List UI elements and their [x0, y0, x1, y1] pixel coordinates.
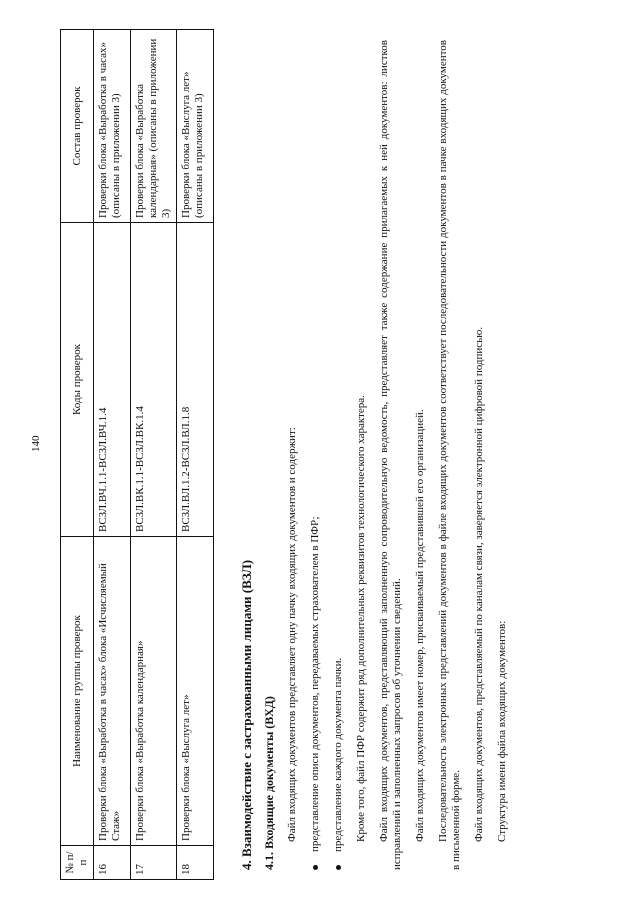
row-number: 17 — [131, 846, 177, 880]
row-group-name: Проверки блока «Выработка календарная» — [131, 537, 177, 846]
section-heading: 4. Взаимодействие с застрахованными лицами (ВЗЛ) — [239, 559, 254, 870]
header-group-name: Наименование группы проверок — [61, 537, 94, 846]
row-check-composition: Проверки блока «Выработка календарная» (описаны в приложении 3) — [131, 30, 177, 223]
checks-table — [60, 29, 214, 880]
table-header-row — [61, 30, 94, 880]
bullet-icon — [336, 865, 341, 870]
row-check-codes: ВСЗЛ.ВЧ.1.1-ВСЗЛ.ВЧ.1.4 — [94, 223, 131, 537]
bullet-list — [309, 40, 345, 870]
row-number: 16 — [94, 846, 131, 880]
row-check-codes: ВСЗЛ.ВК.1.1-ВСЗЛ.ВК.1.4 — [131, 223, 177, 537]
paragraph-file-number: Файл входящих документов имеет номер, присваиваемый представившей его организацией. — [414, 409, 426, 842]
body-text — [240, 40, 519, 870]
list-item — [309, 40, 322, 870]
list-item-text: представление каждого документа пачки. — [332, 657, 344, 852]
rotated-page-content — [30, 0, 640, 880]
subsection-heading: 4.1. Входящие документы (ВХД) — [262, 696, 276, 870]
bullet-icon — [313, 865, 318, 870]
paragraph-filename-structure: Структура имени файла входящих документов: — [496, 620, 508, 842]
row-check-composition: Проверки блока «Выработка в часах» (описаны в приложении 3) — [94, 30, 131, 223]
paragraph-statement: Файл входящих документов, представляющий заполненную сопроводительную ведомость, представляет также содержание прилагаемых к ней документов: листков исправлений и заполненных запросов об уточнении сведений. — [378, 40, 403, 870]
header-check-composition: Состав проверок — [61, 30, 94, 223]
row-number: 18 — [177, 846, 214, 880]
page-number: 140 — [30, 435, 42, 452]
list-item — [332, 40, 345, 870]
table-row — [177, 30, 214, 880]
table-row — [131, 30, 177, 880]
row-check-composition: Проверки блока «Выслуга лет» (описаны в приложении 3) — [177, 30, 214, 223]
paragraph-signature: Файл входящих документов, представляемый по каналам связи, заверяется электронной цифровой подписью. — [473, 326, 485, 842]
paragraph-extra-requisites: Кроме того, файл ПФР содержит ряд дополнительных реквизитов технологического характера. — [355, 395, 367, 842]
row-group-name: Проверки блока «Выработка в часах» блока «Исчисляемый Стаж» — [94, 537, 131, 846]
header-number: № п/п — [61, 846, 94, 880]
row-group-name: Проверки блока «Выслуга лет» — [177, 537, 214, 846]
row-check-codes: ВСЗЛ.ВЛ.1.2-ВСЗЛ.ВЛ.1.8 — [177, 223, 214, 537]
paragraph-intro: Файл входящих документов представляет одну пачку входящих документов и содержит: — [286, 427, 298, 842]
list-item-text: представление описи документов, передаваемых страхователем в ПФР; — [309, 516, 321, 852]
table-row — [94, 30, 131, 880]
paragraph-sequence: Последовательность электронных представлений документов в файле входящих документов соответствует последовательности документов в пачке входящих документов в письменной форме. — [437, 40, 462, 870]
header-check-codes: Коды проверок — [61, 223, 94, 537]
